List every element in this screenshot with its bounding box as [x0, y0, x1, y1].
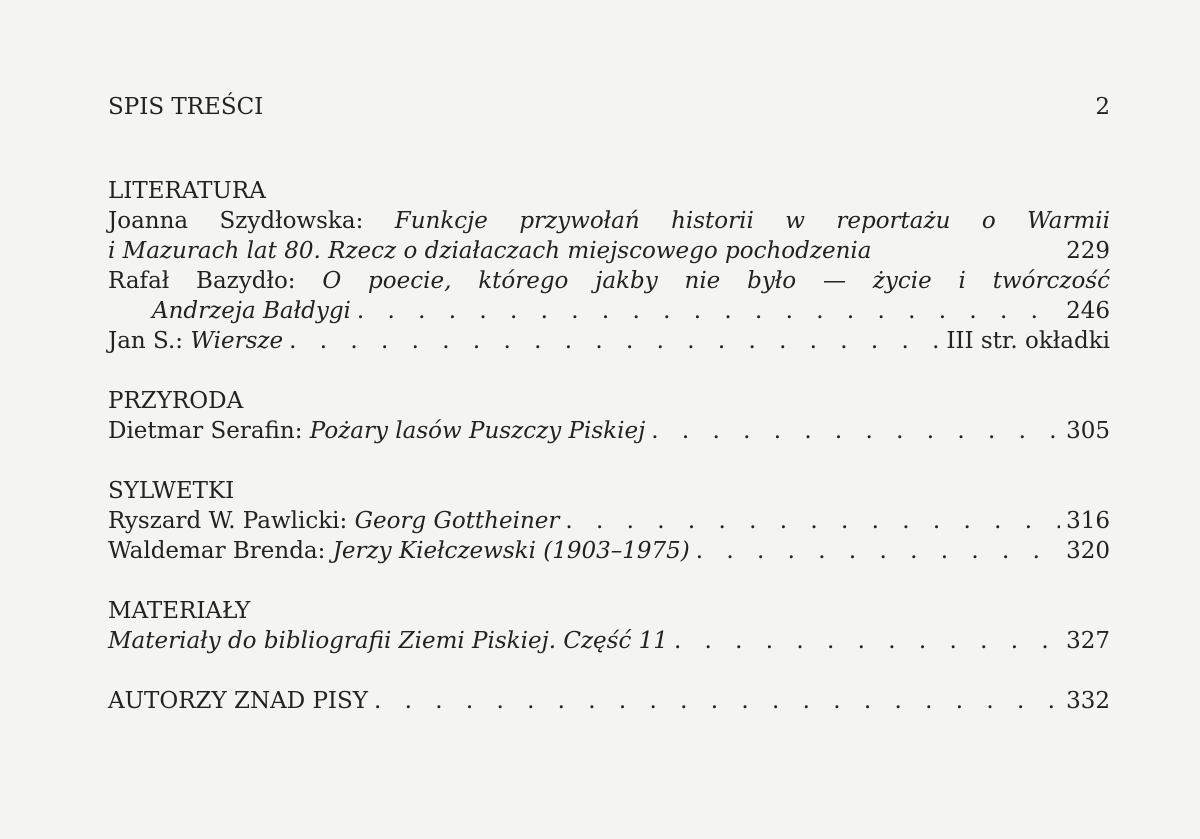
entry-author: Jan S.:	[108, 328, 184, 354]
entry-title: Funkcje przywołań historii w reportażu o Warmii	[394, 208, 1110, 234]
entry-page: III str. okładki	[946, 328, 1110, 354]
toc-entry[interactable]	[108, 266, 1110, 326]
dot-leader	[289, 326, 940, 356]
entry-line-1	[108, 206, 1110, 236]
entry-page: 229	[1066, 238, 1110, 264]
entry-title-continued: i Mazurach lat 80. Rzecz o działaczach miejscowego pochodzenia	[108, 238, 872, 264]
section-title: LITERATURA	[108, 178, 266, 204]
entry-title: Materiały do bibliografii Ziemi Piskiej. Część 11	[108, 628, 668, 654]
section-sylwetki	[108, 476, 1110, 566]
entry-author: Waldemar Brenda:	[108, 538, 326, 564]
page-title: SPIS TREŚCI	[108, 94, 264, 120]
toc-entry[interactable]	[108, 536, 1110, 566]
entry-author: Dietmar Serafin:	[108, 418, 303, 444]
section-title: PRZYRODA	[108, 388, 244, 414]
entry-line-1	[108, 626, 1110, 656]
table-of-contents	[108, 92, 1110, 746]
entry-title: O poecie, którego jakby nie było — życie i twórczość	[322, 268, 1110, 294]
section-title: SYLWETKI	[108, 478, 235, 504]
toc-entry[interactable]	[108, 416, 1110, 446]
toc-entry[interactable]	[108, 326, 1110, 356]
entry-page: 332	[1066, 688, 1110, 714]
dot-leader	[357, 296, 1060, 326]
dot-leader	[565, 506, 1060, 536]
dot-leader	[674, 626, 1060, 656]
toc-header	[108, 92, 1110, 122]
entry-line-1	[108, 416, 1110, 446]
section-materialy	[108, 596, 1110, 656]
toc-entry[interactable]	[108, 506, 1110, 536]
dot-leader	[374, 686, 1060, 716]
entry-author: Rafał Bazydło:	[108, 268, 296, 294]
toc-entry[interactable]	[108, 626, 1110, 656]
entry-title: Wiersze	[190, 328, 284, 354]
entry-page: 316	[1066, 508, 1110, 534]
entry-line-1	[108, 326, 1110, 356]
entry-line-1	[108, 506, 1110, 536]
section-title: MATERIAŁY	[108, 598, 251, 624]
dot-leader	[696, 536, 1060, 566]
entry-author: Ryszard W. Pawlicki:	[108, 508, 348, 534]
entry-line-2	[108, 296, 1110, 326]
entry-page: 246	[1066, 298, 1110, 324]
section-przyroda	[108, 386, 1110, 446]
entry-line-1	[108, 266, 1110, 296]
dot-leader	[651, 416, 1060, 446]
entry-page: 327	[1066, 628, 1110, 654]
entry-page: 320	[1066, 538, 1110, 564]
section-literatura	[108, 176, 1110, 356]
section-title: AUTORZY ZNAD PISY	[108, 688, 368, 714]
toc-entry[interactable]	[108, 206, 1110, 266]
entry-page: 305	[1066, 418, 1110, 444]
entry-line-1	[108, 686, 1110, 716]
entry-title: Pożary lasów Puszczy Piskiej	[309, 418, 646, 444]
entry-line-2	[108, 236, 1110, 266]
entry-title: Georg Gottheiner	[354, 508, 560, 534]
entry-title-continued: Andrzeja Bałdygi	[152, 298, 351, 324]
section-autorzy[interactable]	[108, 686, 1110, 716]
entry-line-1	[108, 536, 1110, 566]
entry-author: Joanna Szydłowska:	[108, 208, 364, 234]
page-number: 2	[1095, 94, 1110, 120]
entry-title: Jerzy Kiełczewski (1903–1975)	[332, 538, 690, 564]
